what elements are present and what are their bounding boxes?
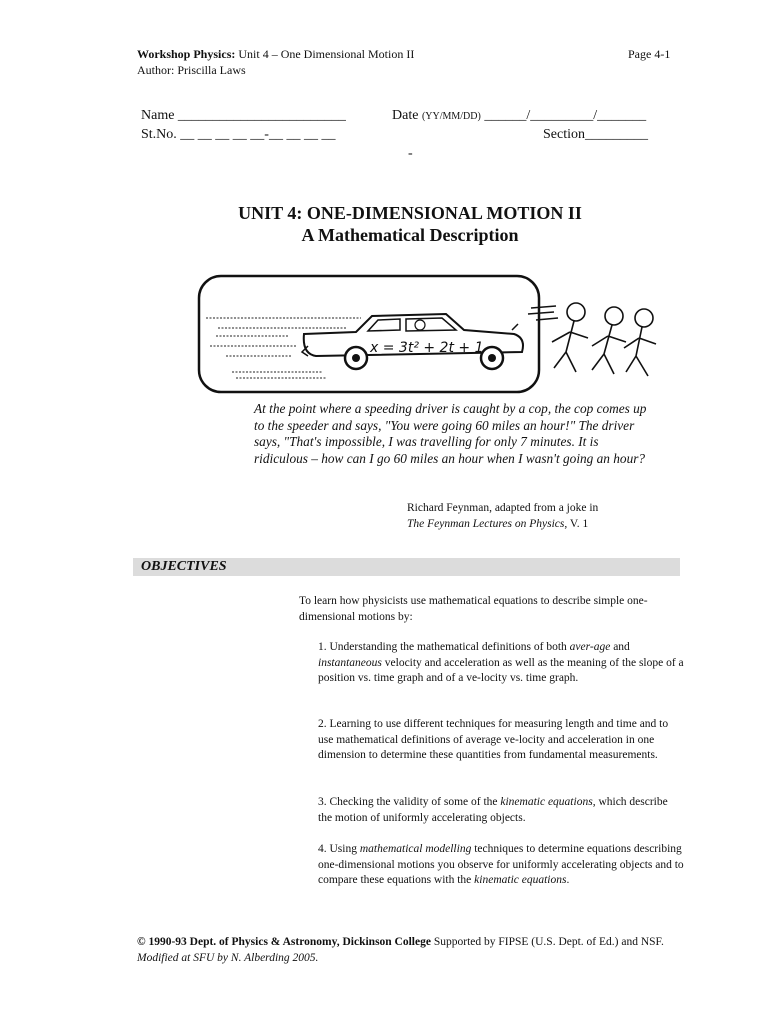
book-volume: , V. 1 [564, 518, 589, 530]
support-text: Supported by FIPSE (U.S. Dept. of Ed.) and NSF. [430, 936, 664, 948]
objective-item-4: 4. Using mathematical modelling techniques to determine equations describing one-dimensional motions you observe for uniformly accelerating objects and to compare these equations with the kinematic equations. [318, 843, 684, 886]
section-field[interactable]: Section_________ [543, 127, 648, 142]
date-blanks: ______/_________/_______ [480, 108, 647, 123]
modified-text: Modified at SFU by N. Alberding 2005. [137, 952, 319, 964]
objectives-intro: To learn how physicists use mathematical equations to describe simple one-dimensional motions by: [299, 595, 648, 623]
copyright-footer [137, 934, 697, 966]
unit-subtitle: A Mathematical Description [301, 225, 519, 245]
book-title: The Feynman Lectures on Physics [407, 518, 565, 530]
course-name: Workshop Physics: [137, 47, 236, 61]
student-number-field[interactable]: St.No. __ __ __ __ __-__ __ __ __ [141, 127, 336, 142]
date-format: (YY/MM/DD) [421, 111, 481, 122]
date-field[interactable] [392, 108, 646, 124]
page-number: Page 4-1 [628, 47, 671, 61]
objective-item-3: 3. Checking the validity of some of the kinematic equations, which describe the motion of uniformly accelerating objects. [318, 796, 668, 824]
quote-attribution [407, 500, 598, 532]
date-label: Date [392, 108, 419, 123]
copyright-text: © 1990-93 Dept. of Physics & Astronomy, Dickinson College [137, 936, 431, 948]
objective-item-1: 1. Understanding the mathematical definitions of both aver-age and instantaneous velocity and acceleration as well as the meaning of the slope of a position vs. time graph and of a ve-locity vs. time graph. [318, 641, 684, 684]
feynman-quote: At the point where a speeding driver is caught by a cop, the cop comes up to the speeder and says, "You were going 60 miles an hour!" The driver says, "That's impossible, I was travelling for only 7 minutes. It is ridiculous – how can I go 60 miles an hour when I wasn't going an hour? [254, 401, 647, 466]
stray-dash: - [408, 146, 413, 161]
name-field[interactable]: Name ________________________ [141, 108, 346, 123]
running-header [137, 47, 414, 62]
attribution-line: Richard Feynman, adapted from a joke in [407, 502, 599, 514]
objective-item-2: 2. Learning to use different techniques for measuring length and time and to use mathematical definitions of average ve-locity and acceleration in one dimension to determine these quantities from fundamental measurements. [318, 718, 669, 761]
running-people-icon [528, 303, 656, 376]
motion-equation: x = 3t² + 2t + 1 [370, 340, 484, 356]
unit-line: Unit 4 – One Dimensional Motion II [235, 47, 415, 61]
author-line: Author: Priscilla Laws [137, 63, 246, 77]
objectives-heading: OBJECTIVES [141, 559, 227, 574]
car-cartoon-svg [196, 272, 666, 400]
unit-title: UNIT 4: ONE-DIMENSIONAL MOTION II [238, 203, 582, 223]
speeding-car-illustration [196, 272, 666, 400]
